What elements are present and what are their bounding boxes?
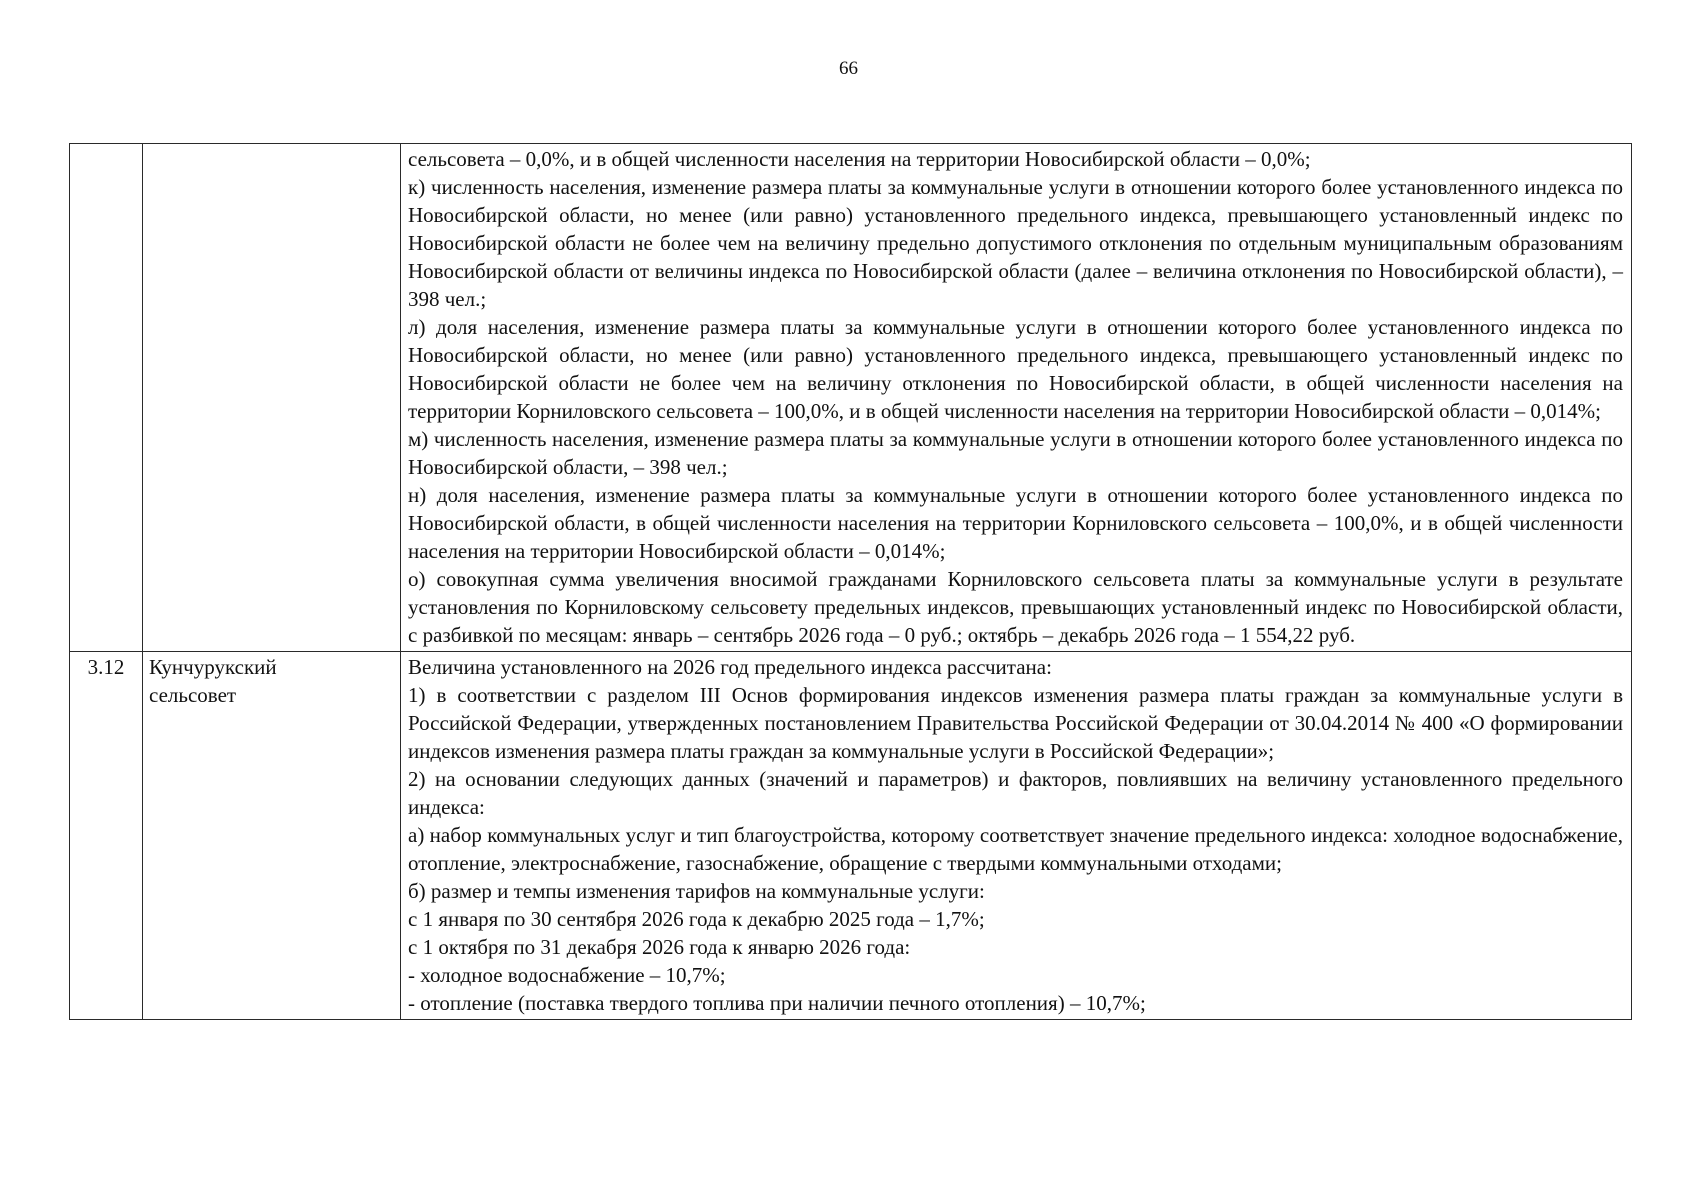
municipality-name-cell — [143, 652, 401, 1020]
document-table — [69, 143, 1632, 1020]
description-paragraph: л) доля населения, изменение размера платы за коммунальные услуги в отношении которого более установленного индекса по Новосибирской области, но менее (или равно) установленного предельного индекса, превышающего установленный индекс по Новосибирской области не более чем на величину отклонения по Новосибирской области, в общей численности населения на территории Корниловского сельсовета – 100,0%, и в общей численности населения на территории Новосибирской области – 0,014%; — [408, 315, 1623, 423]
description-paragraph: а) набор коммунальных услуг и тип благоустройства, которому соответствует значение предельного индекса: холодное водоснабжение, отопление, электроснабжение, газоснабжение, обращение с твердыми коммунальными отходами; — [408, 823, 1623, 875]
description-paragraph: б) размер и темпы изменения тарифов на коммунальные услуги: — [408, 879, 985, 903]
row-number: 3.12 — [87, 655, 125, 679]
table-body — [70, 144, 1632, 1020]
description-cell — [401, 144, 1632, 652]
municipality-name-cell — [143, 144, 401, 652]
description-paragraph: 2) на основании следующих данных (значений и параметров) и факторов, повлиявших на величину установленного предельного индекса: — [408, 767, 1623, 819]
table-row — [70, 144, 1632, 652]
description-paragraph: сельсовета – 0,0%, и в общей численности населения на территории Новосибирской области – 0,0%; — [408, 147, 1311, 171]
description-paragraph: о) совокупная сумма увеличения вносимой гражданами Корниловского сельсовета платы за коммунальные услуги в результате установления по Корниловскому сельсовету предельных индексов, превышающих установленный индекс по Новосибирской области, с разбивкой по месяцам: январь – сентябрь 2026 года – 0 руб.; октябрь – декабрь 2026 года – 1 554,22 руб. — [408, 567, 1623, 647]
municipality-name-line: сельсовет — [149, 683, 237, 707]
description-paragraph: с 1 октября по 31 декабря 2026 года к январю 2026 года: — [408, 935, 911, 959]
description-paragraph: 1) в соответствии с разделом III Основ формирования индексов изменения размера платы граждан за коммунальные услуги в Российской Федерации, утвержденных постановлением Правительства Российской Федерации от 30.04.2014 № 400 «О формировании индексов изменения размера платы граждан за коммунальные услуги в Российской Федерации»; — [408, 683, 1623, 763]
description-paragraph: Величина установленного на 2026 год предельного индекса рассчитана: — [408, 655, 1052, 679]
page-number: 66 — [839, 58, 858, 79]
row-number-cell — [70, 652, 143, 1020]
description-paragraph: с 1 января по 30 сентября 2026 года к декабрю 2025 года – 1,7%; — [408, 907, 985, 931]
description-cell — [401, 652, 1632, 1020]
description-paragraph: н) доля населения, изменение размера платы за коммунальные услуги в отношении которого более установленного индекса по Новосибирской области, в общей численности населения на территории Корниловского сельсовета – 100,0%, и в общей численности населения на территории Новосибирской области – 0,014%; — [408, 483, 1623, 563]
description-paragraph: м) численность населения, изменение размера платы за коммунальные услуги в отношении которого более установленного индекса по Новосибирской области, – 398 чел.; — [408, 427, 1623, 479]
row-number-cell — [70, 144, 143, 652]
description-paragraph: к) численность населения, изменение размера платы за коммунальные услуги в отношении которого более установленного индекса по Новосибирской области, но менее (или равно) установленного предельного индекса, превышающего установленный индекс по Новосибирской области не более чем на величину предельно допустимого отклонения по отдельным муниципальным образованиям Новосибирской области от величины индекса по Новосибирской области (далее – величина отклонения по Новосибирской области), – 398 чел.; — [408, 175, 1623, 311]
table-row — [70, 652, 1632, 1020]
description-paragraph: - отопление (поставка твердого топлива при наличии печного отопления) – 10,7%; — [408, 991, 1146, 1015]
municipality-name-line: Кунчурукский — [149, 655, 277, 679]
description-paragraph: - холодное водоснабжение – 10,7%; — [408, 963, 726, 987]
